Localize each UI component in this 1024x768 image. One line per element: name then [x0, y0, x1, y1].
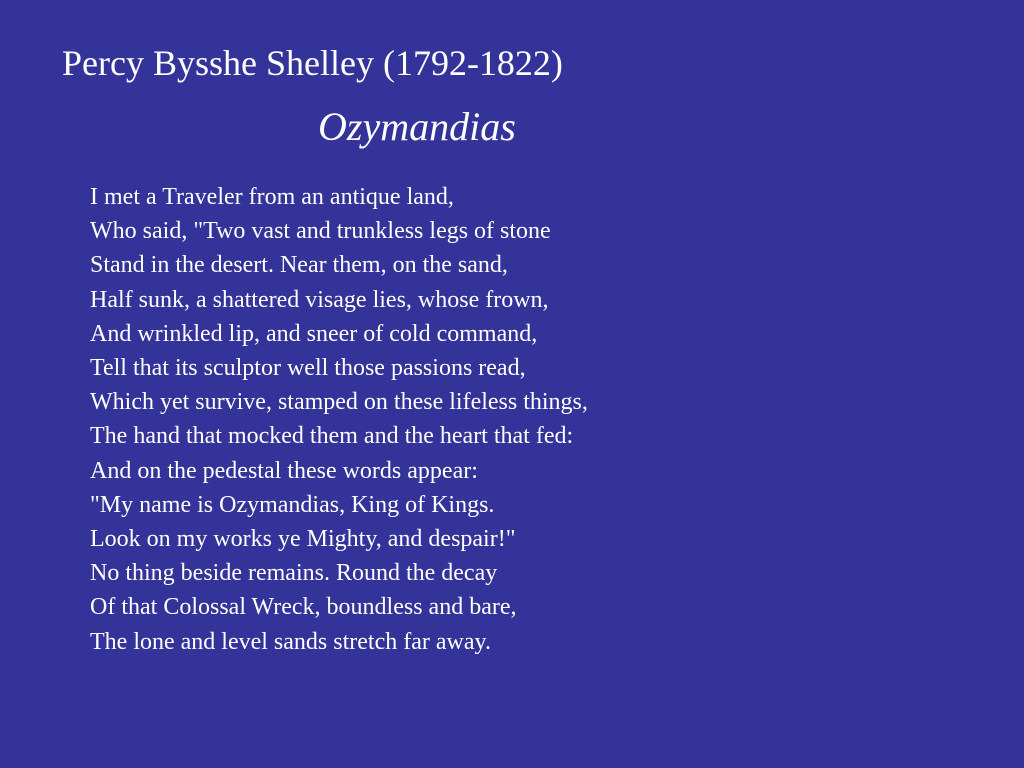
poem-line: Tell that its sculptor well those passions read, [90, 355, 526, 382]
poem-line: Which yet survive, stamped on these lifeless things, [90, 389, 588, 416]
poem-line: Look on my works ye Mighty, and despair!" [90, 526, 516, 553]
poem-line: "My name is Ozymandias, King of Kings. [90, 491, 495, 518]
poem-line: Who said, "Two vast and trunkless legs of stone [90, 218, 551, 245]
poem-title: Ozymandias [318, 104, 516, 149]
poem-line: The lone and level sands stretch far away. [90, 628, 491, 655]
poem-line: Stand in the desert. Near them, on the sand, [90, 252, 508, 279]
poem-body [90, 180, 970, 659]
poem-line: Half sunk, a shattered visage lies, whose frown, [90, 286, 549, 313]
poem-line: Of that Colossal Wreck, boundless and bare, [90, 594, 517, 621]
poem-line: And wrinkled lip, and sneer of cold command, [90, 320, 538, 347]
poem-line: The hand that mocked them and the heart that fed: [90, 423, 574, 450]
poem-line: And on the pedestal these words appear: [90, 457, 478, 484]
poem-line: I met a Traveler from an antique land, [90, 184, 454, 210]
author-heading: Percy Bysshe Shelley (1792-1822) [62, 43, 563, 83]
poem-line: No thing beside remains. Round the decay [90, 560, 498, 587]
